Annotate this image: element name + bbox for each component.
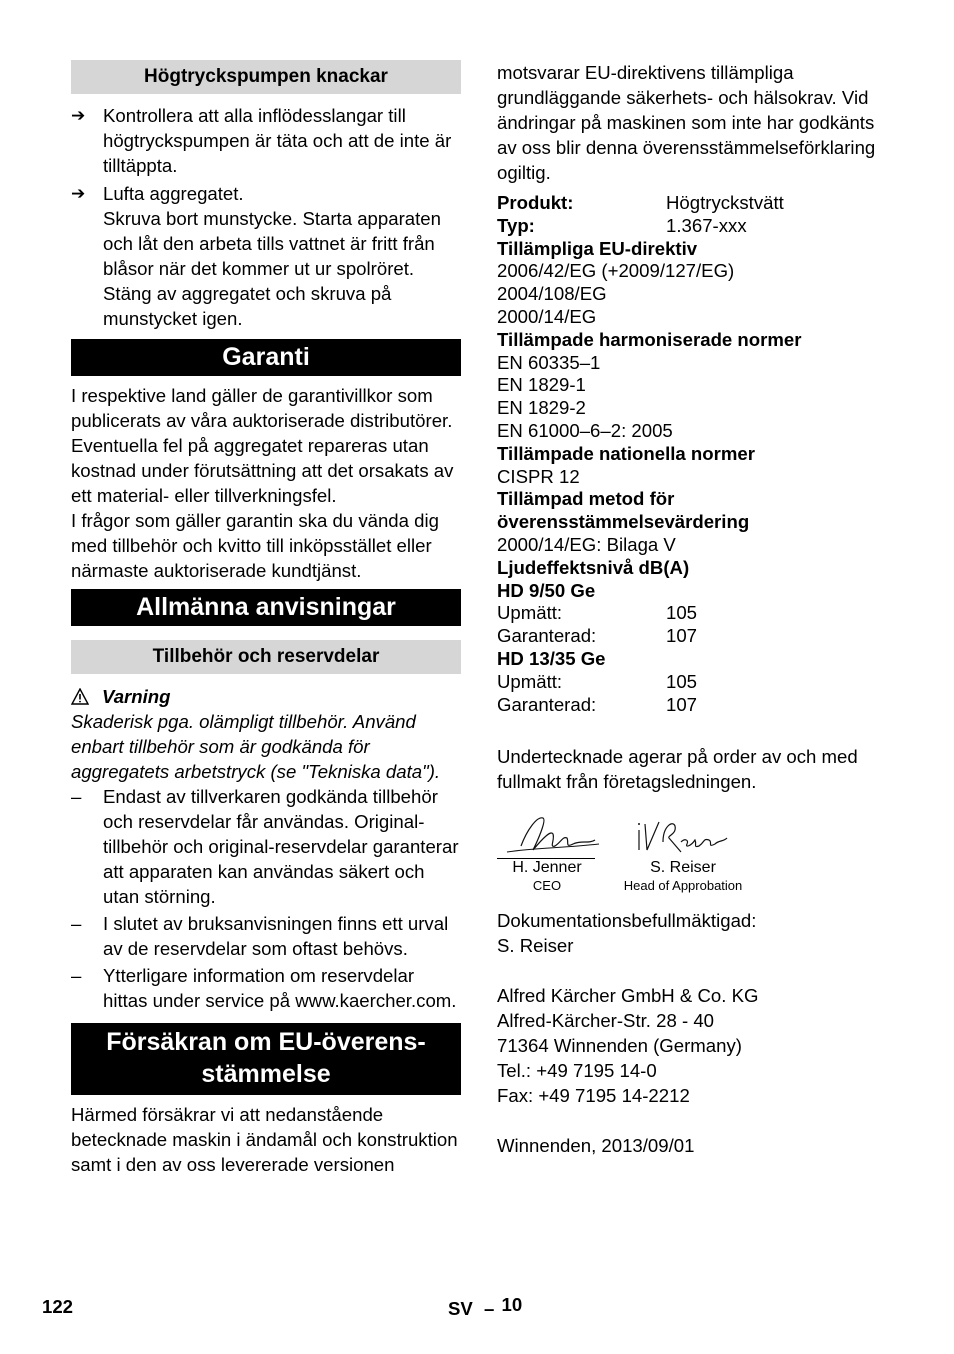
model-2-label: HD 13/35 Ge bbox=[497, 647, 606, 669]
standard-item: EN 1829-1 bbox=[497, 374, 586, 396]
sound-row bbox=[497, 671, 897, 694]
directive-item: 2000/14/EG bbox=[497, 305, 597, 327]
signatory-2-name: S. Reiser bbox=[650, 859, 716, 877]
documentation-name: S. Reiser bbox=[497, 935, 574, 957]
signatory-1-role: CEO bbox=[532, 878, 562, 894]
warning-text: Skaderisk pga. olämpligt tillbehör. Använd enbart tillbehör som är godkända för aggregatets arbetstryck (se "Tekniska data"). bbox=[71, 711, 441, 782]
model-1-label: HD 9/50 Ge bbox=[497, 579, 596, 601]
signatory-1 bbox=[497, 858, 597, 894]
section-heading-allmanna: Allmänna anvisningar bbox=[71, 589, 461, 626]
garanti-paragraph-2: I frågor som gäller garantin ska du vända dig med tillbehör och kvitto till inköpsstället eller närmaste auktoriserade kundtjänst. bbox=[71, 510, 439, 581]
place-date: Winnenden, 2013/09/01 bbox=[497, 1135, 695, 1157]
sound-row bbox=[497, 602, 897, 625]
list-item bbox=[71, 911, 461, 961]
list-item-subtext bbox=[71, 206, 461, 331]
list-item bbox=[71, 181, 461, 206]
national-standards-label: Tillämpade nationella normer bbox=[497, 442, 755, 464]
dash-marker: – bbox=[71, 786, 82, 807]
list-item-text: Lufta aggregatet. bbox=[103, 183, 244, 204]
left-column bbox=[71, 60, 461, 1177]
declaration-intro: motsvarar EU-direktivens tillämpliga grundläggande säkerhets- och hälsokrav. Vid ändringar på maskinen som inte har godkänts av oss blir denna överensstämmelseförklaring ogiltig. bbox=[497, 62, 876, 183]
garanti-paragraph-1: I respektive land gäller de garantivillkor som publicerats av våra auktoriserade distributörer. Eventuella fel på aggregatet repareras utan kostnad under förutsättning att det orsakats av ett material- eller tillverkningsfel. bbox=[71, 385, 454, 506]
footer-language-code: SV bbox=[448, 1298, 473, 1319]
warning-label: Varning bbox=[102, 686, 171, 707]
signature-reiser bbox=[633, 812, 733, 858]
sound-row-label: Garanterad: bbox=[497, 625, 597, 647]
sound-row-label: Garanterad: bbox=[497, 693, 597, 715]
dash-marker: – bbox=[71, 965, 82, 986]
page-number: 122 bbox=[42, 1296, 74, 1317]
address-line: Alfred-Kärcher-Str. 28 - 40 bbox=[497, 1010, 715, 1032]
list-item-text: Endast av tillverkaren godkända tillbehör och reservdelar får användas. Original-tillbehör och original-reservdelar garanterar att apparaten kan användas säkert och utan störning. bbox=[103, 786, 459, 907]
sound-row bbox=[497, 694, 897, 717]
right-column bbox=[497, 60, 897, 1158]
list-item-text: I slutet av bruksanvisningen finns ett urval av de reservdelar som oftast behövs. bbox=[103, 913, 449, 959]
footer-dash: – bbox=[483, 1298, 495, 1319]
standard-item: EN 60335–1 bbox=[497, 351, 601, 373]
type-value: 1.367-xxx bbox=[666, 214, 747, 236]
list-item-text: Ytterligare information om reservdelar hittas under service på www.kaercher.com. bbox=[103, 965, 457, 1011]
list-item-text: Kontrollera att alla inflödesslangar till högtryckspumpen är täta och att de inte är tilltäppta. bbox=[103, 105, 452, 176]
arrow-right-icon: ➔ bbox=[71, 106, 86, 125]
sound-row-label: Upmätt: bbox=[497, 670, 563, 692]
type-row bbox=[497, 215, 897, 238]
sound-row-value: 107 bbox=[666, 625, 698, 647]
section-heading-eu-declaration: Försäkran om EU-överens-stämmelse bbox=[71, 1023, 461, 1095]
signatory-1-name: H. Jenner bbox=[512, 859, 582, 877]
warning-heading bbox=[71, 684, 461, 709]
signatory-2 bbox=[613, 858, 753, 894]
list-item bbox=[71, 103, 461, 178]
footer-section-page: 10 bbox=[501, 1294, 523, 1315]
section-heading-tillbehor: Tillbehör och reservdelar bbox=[71, 640, 461, 674]
sound-level-label: Ljudeffektsnivå dB(A) bbox=[497, 556, 690, 578]
address-line: Tel.: +49 7195 14-0 bbox=[497, 1060, 657, 1082]
standard-item: EN 1829-2 bbox=[497, 397, 586, 419]
sound-row-label: Upmätt: bbox=[497, 602, 563, 624]
dash-marker: – bbox=[71, 913, 82, 934]
signatory-2-role: Head of Approbation bbox=[623, 878, 743, 894]
product-label: Produkt: bbox=[497, 192, 574, 213]
list-item bbox=[71, 963, 461, 1013]
national-standard-item: CISPR 12 bbox=[497, 465, 580, 487]
sound-row-value: 105 bbox=[666, 602, 698, 624]
type-label: Typ: bbox=[497, 214, 535, 236]
list-item-subtext-content: Skruva bort munstycke. Starta apparaten och låt den arbeta tills vattnet är fritt från blåsor när det kommer ut ur spolröret. Stäng av aggregatet och skruva på munstycket igen. bbox=[103, 208, 441, 329]
signature-block bbox=[497, 808, 897, 900]
arrow-right-icon: ➔ bbox=[71, 184, 86, 203]
signature-jenner bbox=[503, 808, 603, 860]
directive-item: 2004/108/EG bbox=[497, 283, 607, 305]
section-heading-pump-knocking: Högtryckspumpen knackar bbox=[71, 60, 461, 94]
product-value: Högtryckstvätt bbox=[666, 192, 784, 213]
address-line: Fax: +49 7195 14-2212 bbox=[497, 1085, 690, 1107]
directive-item: 2006/42/EG (+2009/127/EG) bbox=[497, 260, 735, 282]
section-heading-garanti: Garanti bbox=[71, 339, 461, 376]
directives-label: Tillämpliga EU-direktiv bbox=[497, 237, 698, 259]
address-line: 71364 Winnenden (Germany) bbox=[497, 1035, 742, 1057]
harmonised-standards-label: Tillämpade harmoniserade normer bbox=[497, 328, 802, 350]
signed-statement: Undertecknade agerar på order av och med fullmakt från företagsledningen. bbox=[497, 746, 858, 793]
standard-item: EN 61000–6–2: 2005 bbox=[497, 419, 673, 441]
list-item bbox=[71, 784, 461, 909]
conformity-method-item: 2000/14/EG: Bilaga V bbox=[497, 533, 676, 555]
footer-language bbox=[448, 1294, 523, 1320]
warning-triangle-icon bbox=[71, 688, 89, 705]
conformity-method-label: Tillämpad metod för överensstämmelsevärdering bbox=[497, 488, 750, 533]
sound-row-value: 107 bbox=[666, 693, 698, 715]
documentation-label: Dokumentationsbefullmäktigad: bbox=[497, 910, 757, 932]
sound-row bbox=[497, 625, 897, 648]
sound-row-value: 105 bbox=[666, 670, 698, 692]
product-row bbox=[497, 192, 897, 215]
eu-paragraph: Härmed försäkrar vi att nedanstående betecknade maskin i ändamål och konstruktion samt i den av oss levererade versionen bbox=[71, 1104, 458, 1175]
address-line: Alfred Kärcher GmbH & Co. KG bbox=[497, 985, 759, 1007]
